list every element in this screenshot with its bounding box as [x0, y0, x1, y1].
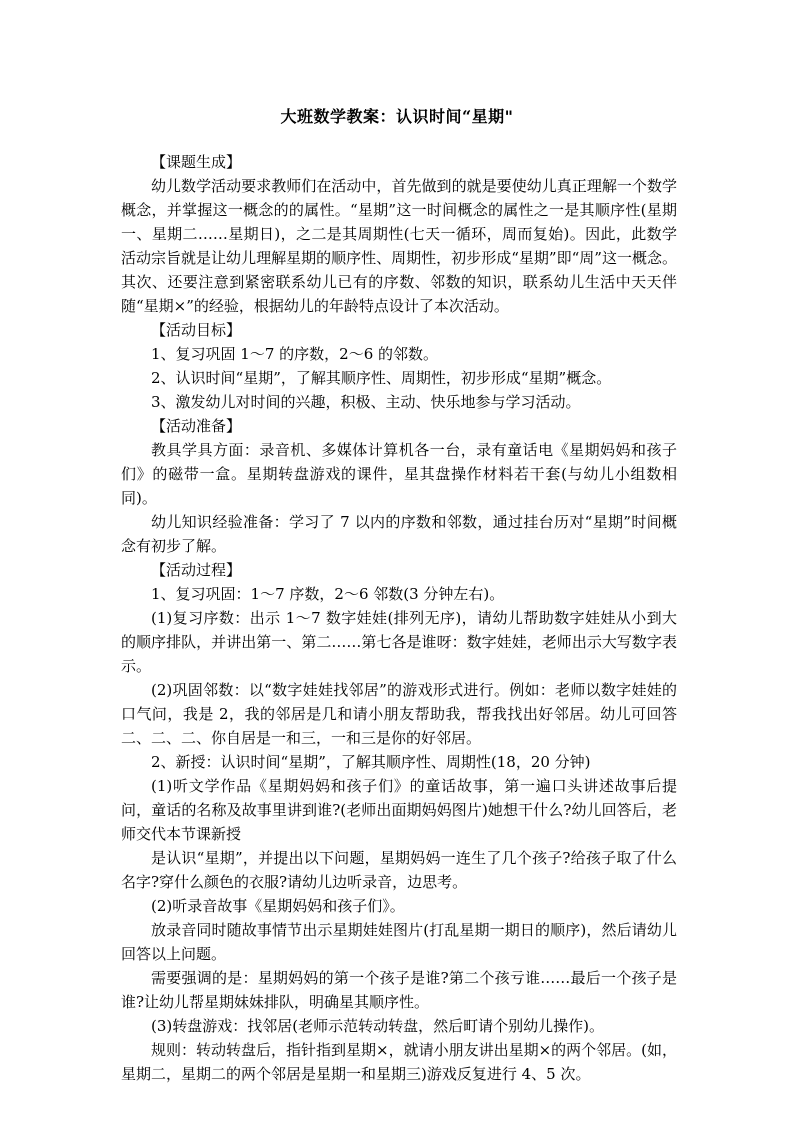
paragraph: 是认识“星期”，并提出以下问题，星期妈妈一连生了几个孩子?给孩子取了什么名字?穿什么颜色的衣服?请幼儿边听录音，边思考。 — [121, 849, 677, 891]
section-heading-preparation: 【活动准备】 — [151, 417, 242, 435]
paragraph: 2、新授：认识时间“星期”，了解其顺序性、周期性(18，20 分钟) — [151, 753, 591, 771]
document-body — [121, 150, 677, 1086]
paragraph: 1、复习巩固 1～7 的序数，2～6 的邻数。 — [151, 345, 439, 363]
paragraph: 需要强调的是：星期妈妈的第一个孩子是谁?第二个孩亏谁……最后一个孩子是谁?让幼儿帮星期妹妹排队，明确星其顺序性。 — [121, 969, 677, 1011]
paragraph: 幼儿知识经验准备：学习了 7 以内的序数和邻数，通过挂台历对“星期”时间概念有初步了解。 — [121, 513, 677, 555]
section-heading-process: 【活动过程】 — [151, 561, 242, 579]
paragraph: (3)转盘游戏：找邻居(老师示范转动转盘，然后町请个别幼儿操作)。 — [151, 1017, 604, 1035]
paragraph: 1、复习巩固：1～7 序数，2～6 邻数(3 分钟左右)。 — [151, 585, 505, 603]
paragraph: 教具学具方面：录音机、多媒体计算机各一台，录有童话电《星期妈妈和孩子们》的磁带一盒。星期转盘游戏的课件，星其盘操作材料若干套(与幼儿小组数相同)。 — [121, 441, 677, 507]
paragraph: (2)巩固邻数：以“数字娃娃找邻居”的游戏形式进行。例如：老师以数字娃娃的口气问，我是 2，我的邻居是几和请小朋友帮助我，帮我找出好邻居。幼儿可回答二、二、二、你自居是一和三，一和三是你的好邻居。 — [121, 681, 677, 747]
paragraph: 3、激发幼儿对时间的兴趣，积极、主动、快乐地参与学习活动。 — [151, 393, 581, 411]
paragraph: 2、认识时间“星期”，了解其顺序性、周期性，初步形成“星期”概念。 — [151, 369, 612, 387]
paragraph: 规则：转动转盘后，指针指到星期×，就请小朋友讲出星期×的两个邻居。(如，星期二，星期二的两个邻居是星期一和星期三)游戏反复进行 4、5 次。 — [121, 1041, 677, 1083]
paragraph: (2)听录音故事《星期妈妈和孩子们》。 — [151, 897, 405, 915]
paragraph: 幼儿数学活动要求教师们在活动中，首先做到的就是要使幼儿真正理解一个数学概念，并掌握这一概念的的属性。“星期”这一时间概念的属性之一是其顺序性(星期一、星期二……星期日)，之二是其周期性(七天一循环，周而复始)。因此，此数学活动宗旨就是让幼儿理解星期的顺序性、周期性，初步形成“星期”即“周”这一概念。其次、还要注意到紧密联系幼儿已有的序数、邻数的知识，联系幼儿生活中天天伴随“星期×”的经验，根据幼儿的年龄特点设计了本次活动。 — [121, 177, 677, 315]
paragraph: 放录音同时随故事情节出示星期娃娃图片(打乱星期一期日的顺序)，然后请幼儿回答以上问题。 — [121, 921, 677, 963]
section-heading-goals: 【活动目标】 — [151, 321, 242, 339]
paragraph: (1)复习序数：出示 1～7 数字娃娃(排列无序)，请幼儿帮助数字娃娃从小到大的顺序排队，并讲出第一、第二……第七各是谁呀：数字娃娃，老师出示大写数字表示。 — [121, 609, 677, 675]
section-heading-origin: 【课题生成】 — [151, 153, 242, 171]
paragraph: (1)听文学作品《星期妈妈和孩子们》的童话故事，第一遍口头讲述故事后提问，童话的名称及故事里讲到谁?(老师出面期妈妈图片)她想干什么?幼儿回答后，老师交代本节课新授 — [121, 777, 677, 843]
document-title: 大班数学教案：认识时间“星期" — [280, 107, 514, 126]
